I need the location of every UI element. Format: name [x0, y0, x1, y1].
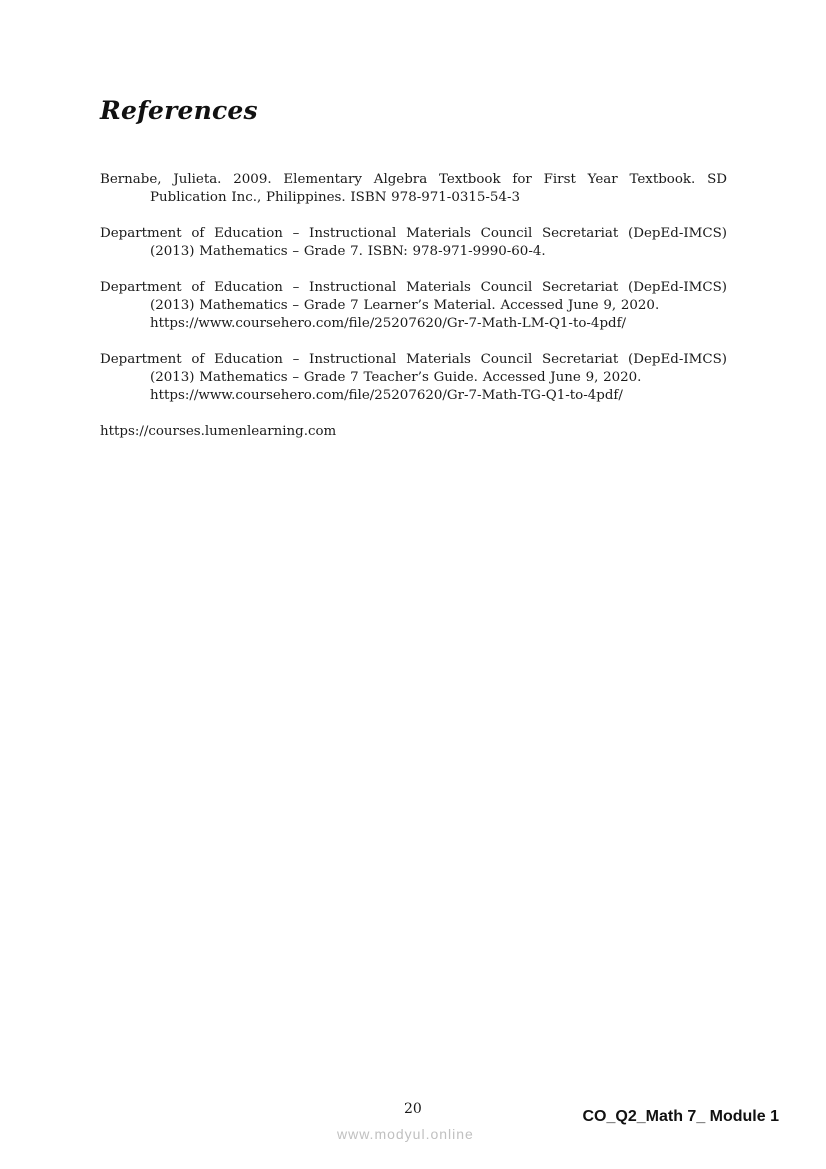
watermark: www.modyul.online	[337, 1126, 474, 1142]
reference-entry	[100, 423, 727, 441]
reference-text: Department of Education – Instructional Materials Council Secretariat (DepEd-IMCS) (2013) Mathematics – Grade 7. ISBN: 978-971-9990-60-4.	[100, 226, 727, 259]
page-title: References	[100, 96, 258, 125]
page-number: 20	[404, 1101, 422, 1117]
reference-entry	[100, 351, 727, 405]
reference-url[interactable]: https://www.coursehero.com/file/25207620/Gr-7-Math-LM-Q1-to-4pdf/	[150, 316, 627, 331]
reference-entry	[100, 225, 727, 261]
reference-text: Department of Education – Instructional Materials Council Secretariat (DepEd-IMCS) (2013) Mathematics – Grade 7 Learner’s Material. Accessed June 9, 2020.	[100, 280, 727, 313]
reference-url[interactable]: https://courses.lumenlearning.com	[100, 424, 337, 439]
reference-url[interactable]: https://www.coursehero.com/file/25207620/Gr-7-Math-TG-Q1-to-4pdf/	[150, 388, 623, 403]
reference-text: Bernabe, Julieta. 2009. Elementary Algebra Textbook for First Year Textbook. SD Publication Inc., Philippines. ISBN 978-971-0315-54-3	[100, 172, 727, 205]
reference-entry	[100, 279, 727, 333]
reference-text: Department of Education – Instructional Materials Council Secretariat (DepEd-IMCS) (2013) Mathematics – Grade 7 Teacher’s Guide. Accessed June 9, 2020.	[100, 352, 727, 385]
module-label: CO_Q2_Math 7_ Module 1	[582, 1108, 779, 1125]
reference-list	[100, 171, 727, 459]
reference-entry	[100, 171, 727, 207]
